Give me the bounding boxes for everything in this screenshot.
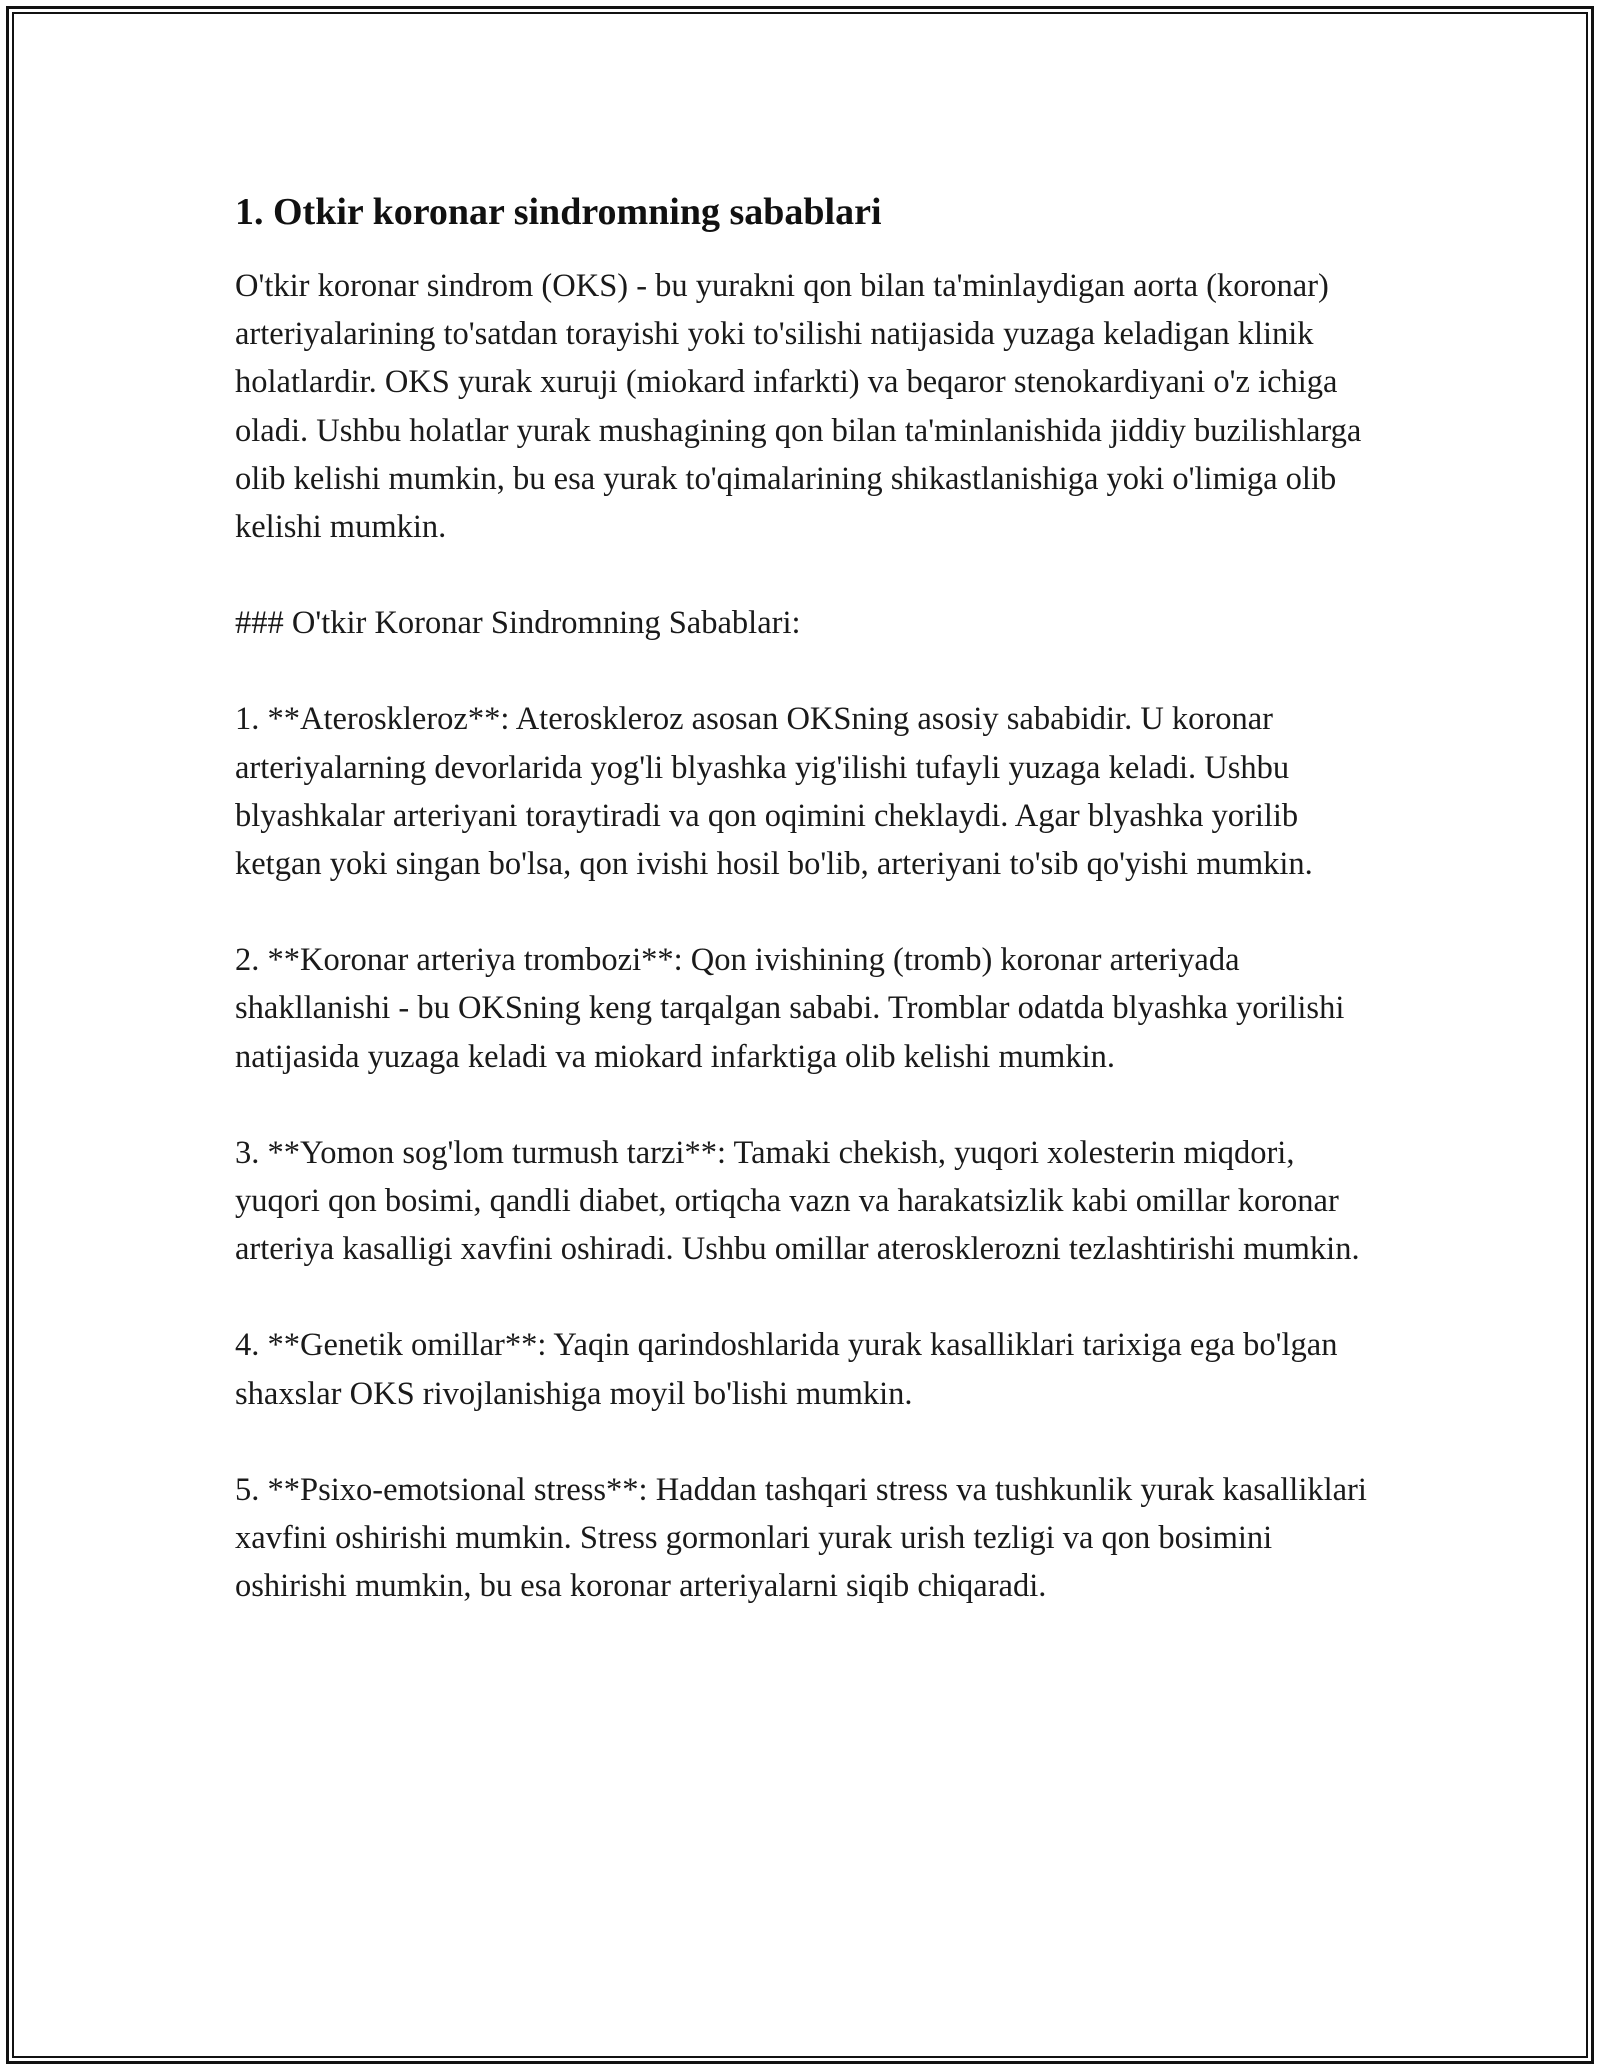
spacer [235,1418,1375,1466]
list-item-lifestyle: 3. **Yomon sog'lom turmush tarzi**: Tamaki chekish, yuqori xolesterin miqdori, yuqori qon bosimi, qandli diabet, ortiqcha vazn va harakatsizlik kabi omillar koronar arteriya kasalligi xavfini oshiradi. Ushbu omillar aterosklerozni tezlashtirishi mumkin. [235,1134,1360,1268]
list-item-atherosclerosis: 1. **Ateroskleroz**: Ateroskleroz asosan OKSning asosiy sababidir. U koronar arteriyalarning devorlarida yog'li blyashka yig'ilishi tufayli yuzaga keladi. Ushbu blyashkalar arteriyani toraytiradi va qon oqimini cheklaydi. Agar blyashka yorilib ketgan yoki singan bo'lsa, qon ivishi hosil bo'lib, arteriyani to'sib qo'yishi mumkin. [235,701,1313,883]
list-item-thrombosis: 2. **Koronar arteriya trombozi**: Qon ivishining (tromb) koronar arteriyada shakllanishi - bu OKSning keng tarqalgan sababi. Tromblar odatda blyashka yorilishi natijasida yuzaga keladi va miokard infarktiga olib kelishi mumkin. [235,942,1345,1075]
spacer [235,1273,1375,1321]
list-item-genetic: 4. **Genetik omillar**: Yaqin qarindoshlarida yurak kasalliklari tarixiga ega bo'lgan shaxslar OKS rivojlanishiga moyil bo'lishi mumkin. [235,1327,1338,1412]
document-title: 1. Otkir koronar sindromning sabablari [235,191,882,233]
intro-paragraph: O'tkir koronar sindrom (OKS) - bu yurakni qon bilan ta'minlaydigan aorta (koronar) arteriyalarining to'satdan torayishi yoki to'silishi natijasida yuzaga keladigan klinik holatlardir. OKS yurak xuruji (miokard infarkti) va beqaror stenokardiyani o'z ichiga oladi. Ushbu holatlar yurak mushagining qon bilan ta'minlanishida jiddiy buzilishlarga olib kelishi mumkin, bu esa yurak to'qimalarining shikastlanishiga yoki o'limiga olib kelishi mumkin. [235,268,1362,546]
document-body [235,188,1375,1610]
spacer [235,551,1375,599]
list-item-stress: 5. **Psixo-emotsional stress**: Haddan tashqari stress va tushkunlik yurak kasalliklari xavfini oshirishi mumkin. Stress gormonlari yurak urish tezligi va qon bosimini oshirishi mumkin, bu esa koronar arteriyalarni siqib chiqaradi. [235,1471,1367,1605]
spacer [235,647,1375,695]
section-subheading: ### O'tkir Koronar Sindromning Sabablari: [235,605,801,642]
spacer [235,888,1375,936]
spacer [235,1081,1375,1129]
